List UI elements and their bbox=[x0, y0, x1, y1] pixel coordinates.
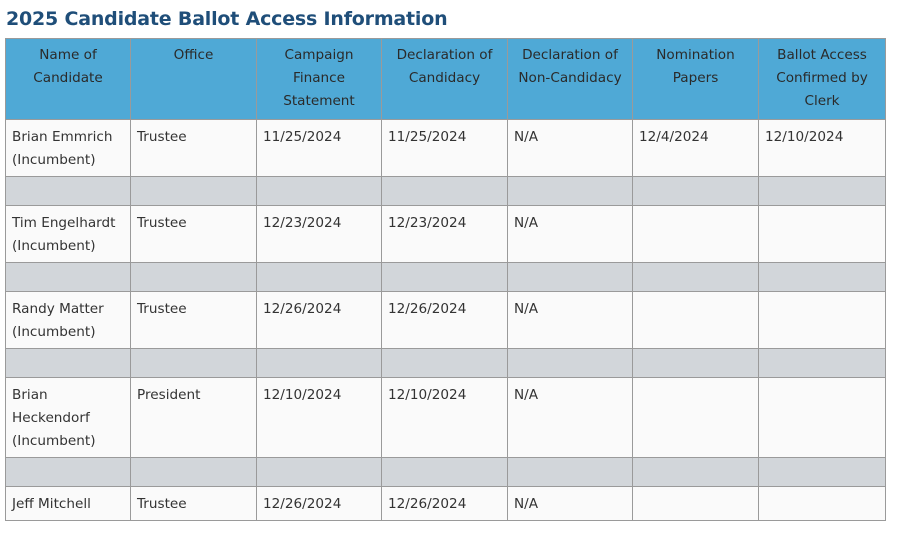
spacer-cell bbox=[257, 458, 382, 487]
spacer-cell bbox=[6, 458, 131, 487]
cell-ballot-access-confirmed bbox=[759, 487, 886, 521]
cell-office: Trustee bbox=[131, 206, 257, 263]
spacer-cell bbox=[508, 177, 633, 206]
spacer-cell bbox=[257, 177, 382, 206]
cell-ballot-access-confirmed: 12/10/2024 bbox=[759, 120, 886, 177]
cell-campaign-finance: 12/23/2024 bbox=[257, 206, 382, 263]
cell-campaign-finance: 12/10/2024 bbox=[257, 378, 382, 458]
spacer-cell bbox=[508, 263, 633, 292]
spacer-cell bbox=[382, 177, 508, 206]
spacer-cell bbox=[508, 458, 633, 487]
cell-declaration-non-candidacy: N/A bbox=[508, 292, 633, 349]
cell-ballot-access-confirmed bbox=[759, 206, 886, 263]
spacer-cell bbox=[131, 458, 257, 487]
spacer-cell bbox=[759, 349, 886, 378]
cell-declaration-non-candidacy: N/A bbox=[508, 487, 633, 521]
cell-declaration-candidacy: 12/10/2024 bbox=[382, 378, 508, 458]
spacer-row bbox=[6, 458, 886, 487]
column-header-ballot-access-confirmed: Ballot Access Confirmed by Clerk bbox=[759, 39, 886, 120]
cell-nomination-papers bbox=[633, 206, 759, 263]
cell-nomination-papers bbox=[633, 292, 759, 349]
cell-candidate-name: Randy Matter (Incumbent) bbox=[6, 292, 131, 349]
cell-declaration-candidacy: 12/26/2024 bbox=[382, 292, 508, 349]
spacer-row bbox=[6, 177, 886, 206]
cell-nomination-papers: 12/4/2024 bbox=[633, 120, 759, 177]
spacer-cell bbox=[508, 349, 633, 378]
spacer-row bbox=[6, 263, 886, 292]
spacer-cell bbox=[759, 263, 886, 292]
spacer-cell bbox=[633, 349, 759, 378]
cell-campaign-finance: 11/25/2024 bbox=[257, 120, 382, 177]
cell-candidate-name: Tim Engelhardt (Incumbent) bbox=[6, 206, 131, 263]
cell-office: Trustee bbox=[131, 120, 257, 177]
column-header-nomination-papers: Nomination Papers bbox=[633, 39, 759, 120]
spacer-cell bbox=[633, 263, 759, 292]
cell-nomination-papers bbox=[633, 487, 759, 521]
spacer-cell bbox=[131, 263, 257, 292]
spacer-cell bbox=[6, 263, 131, 292]
table-row bbox=[6, 487, 886, 521]
table-row bbox=[6, 206, 886, 263]
spacer-cell bbox=[131, 349, 257, 378]
cell-declaration-candidacy: 12/26/2024 bbox=[382, 487, 508, 521]
table-row bbox=[6, 120, 886, 177]
spacer-row bbox=[6, 349, 886, 378]
cell-candidate-name: Brian Heckendorf (Incumbent) bbox=[6, 378, 131, 458]
cell-office: Trustee bbox=[131, 487, 257, 521]
spacer-cell bbox=[131, 177, 257, 206]
spacer-cell bbox=[257, 263, 382, 292]
column-header-campaign-finance: Campaign Finance Statement bbox=[257, 39, 382, 120]
spacer-cell bbox=[6, 177, 131, 206]
cell-office: President bbox=[131, 378, 257, 458]
cell-declaration-non-candidacy: N/A bbox=[508, 206, 633, 263]
cell-declaration-candidacy: 12/23/2024 bbox=[382, 206, 508, 263]
cell-campaign-finance: 12/26/2024 bbox=[257, 292, 382, 349]
spacer-cell bbox=[382, 349, 508, 378]
spacer-cell bbox=[382, 458, 508, 487]
spacer-cell bbox=[257, 349, 382, 378]
table-row bbox=[6, 292, 886, 349]
spacer-cell bbox=[382, 263, 508, 292]
column-header-office: Office bbox=[131, 39, 257, 120]
spacer-cell bbox=[759, 458, 886, 487]
page-title: 2025 Candidate Ballot Access Information bbox=[6, 8, 448, 30]
cell-ballot-access-confirmed bbox=[759, 378, 886, 458]
column-header-declaration-non-candidacy: Declaration of Non-Candidacy bbox=[508, 39, 633, 120]
cell-declaration-candidacy: 11/25/2024 bbox=[382, 120, 508, 177]
cell-declaration-non-candidacy: N/A bbox=[508, 378, 633, 458]
cell-declaration-non-candidacy: N/A bbox=[508, 120, 633, 177]
cell-nomination-papers bbox=[633, 378, 759, 458]
column-header-declaration-candidacy: Declaration of Candidacy bbox=[382, 39, 508, 120]
table-row bbox=[6, 378, 886, 458]
cell-office: Trustee bbox=[131, 292, 257, 349]
column-header-name: Name of Candidate bbox=[6, 39, 131, 120]
cell-candidate-name: Brian Emmrich (Incumbent) bbox=[6, 120, 131, 177]
cell-candidate-name: Jeff Mitchell bbox=[6, 487, 131, 521]
ballot-access-table bbox=[5, 38, 886, 521]
cell-ballot-access-confirmed bbox=[759, 292, 886, 349]
spacer-cell bbox=[633, 177, 759, 206]
spacer-cell bbox=[6, 349, 131, 378]
cell-campaign-finance: 12/26/2024 bbox=[257, 487, 382, 521]
spacer-cell bbox=[759, 177, 886, 206]
spacer-cell bbox=[633, 458, 759, 487]
table-header-row bbox=[6, 39, 886, 120]
